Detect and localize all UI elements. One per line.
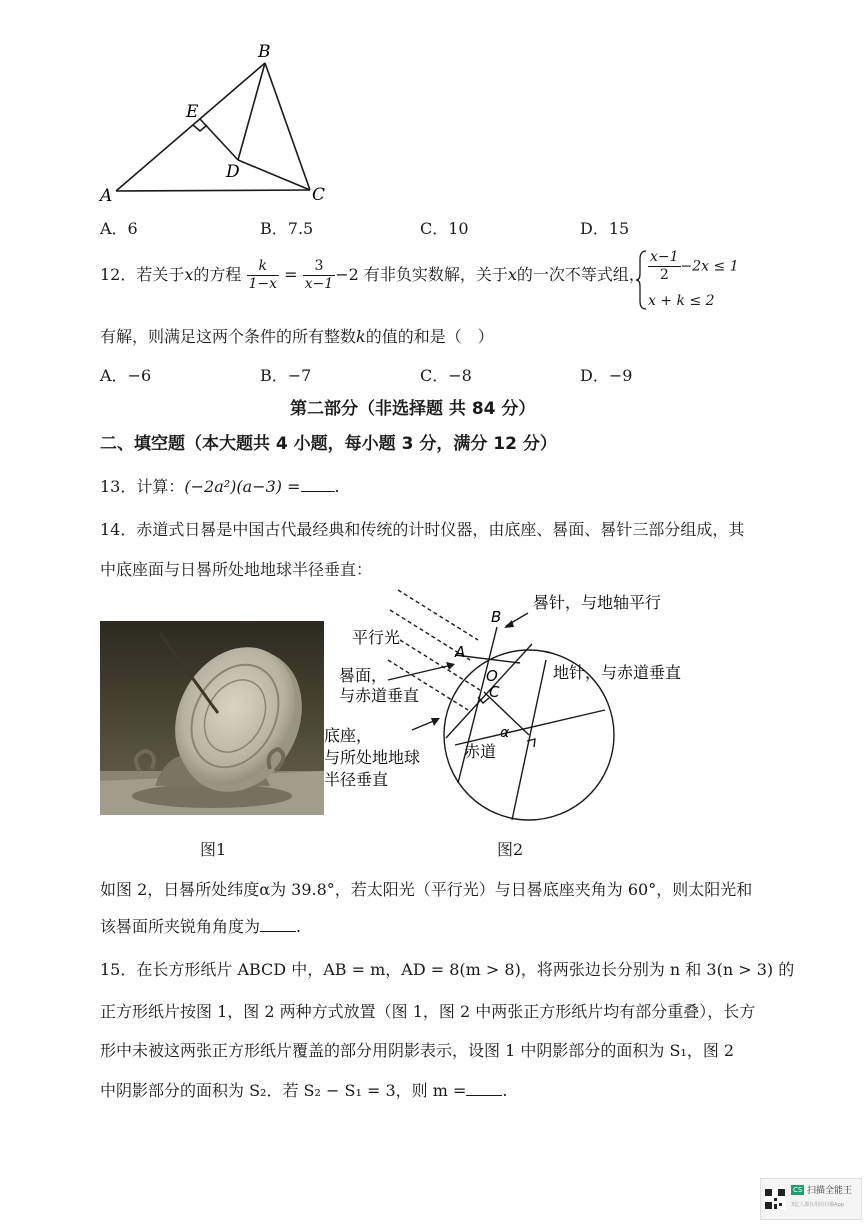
q14-text-line2: 该晷面所夹锐角角度为 . <box>100 917 302 936</box>
vertex-C-label: C <box>312 185 326 205</box>
figure2-diagram <box>320 585 730 825</box>
q11-option-c[interactable]: C．10 <box>420 219 469 238</box>
label-A: A <box>455 643 466 661</box>
caption-fig2: 图2 <box>497 840 524 859</box>
q12-mid2: 的一次不等式组， <box>516 265 645 284</box>
q12-line2: 有解，则满足这两个条件的所有整数k的值的和是（ ） <box>100 327 494 346</box>
q11-option-d[interactable]: D．15 <box>580 219 630 238</box>
triangle-figure <box>95 35 345 210</box>
label-dial-1: 晷面， <box>339 666 388 685</box>
sys-row1-num: x−1 <box>650 249 679 265</box>
label-parallel-light: 平行光 <box>352 628 401 647</box>
label-dial-2: 与赤道垂直 <box>339 686 420 705</box>
q12-option-c[interactable]: C．−8 <box>420 366 472 385</box>
label-earth-pin: 地针，与赤道垂直 <box>553 663 682 682</box>
q12-var-x: x <box>184 265 194 284</box>
section2-title: 二、填空题（本大题共 4 小题，每小题 3 分，满分 12 分） <box>100 434 557 454</box>
label-alpha: α <box>500 725 510 741</box>
label-equator: 赤道 <box>464 742 497 761</box>
q13-expr: (−2a²)(a−3) = <box>184 477 301 496</box>
qr-code-icon <box>764 1188 786 1210</box>
q12-fraction-2: $\frac{3}{x-1}$ <box>304 258 334 292</box>
vertex-D-label: D <box>226 162 240 182</box>
q15-line3: 形中未被这两张正方形纸片覆盖的部分用阴影表示，设图 1 中阴影部分的面积为 S₁，图 2 <box>100 1041 735 1060</box>
label-base-2: 与所处地地球 <box>324 748 421 767</box>
q12-option-b[interactable]: B．−7 <box>260 366 312 385</box>
q11-option-a[interactable]: A．6 <box>100 219 138 238</box>
sys-row1-den: 2 <box>659 267 669 283</box>
vertex-A-label: A <box>100 186 113 206</box>
q12-equals: = <box>284 265 298 284</box>
vertex-B-label: B <box>258 42 271 62</box>
sundial-photo <box>100 621 324 815</box>
caption-fig1: 图1 <box>200 840 227 859</box>
q12-var-x2: x <box>507 265 517 284</box>
q12-option-d[interactable]: D．−9 <box>580 366 633 385</box>
q14-line1: 14．赤道式日晷是中国古代最经典和传统的计时仪器，由底座、晷面、晷针三部分组成，其 <box>100 520 745 539</box>
label-base-3: 半径垂直 <box>324 770 389 789</box>
q12-fraction-1: $\frac{k}{1-x}$ <box>248 258 278 292</box>
q15-line4: 中阴影部分的面积为 S₂．若 S₂ − S₁ = 3，则 m = . <box>100 1081 508 1100</box>
label-B: B <box>491 608 502 626</box>
label-gnomon: 晷针，与地轴平行 <box>533 593 662 612</box>
part2-title: 第二部分（非选择题 共 84 分） <box>290 399 536 419</box>
q12-var-k: k <box>356 327 366 346</box>
vertex-E-label: E <box>186 102 199 122</box>
label-base-1: 底座， <box>324 726 373 745</box>
label-O: O <box>486 667 498 685</box>
q15-line1: 15．在长方形纸片 ABCD 中，AB = m，AD = 8(m > 8)，将两张边长分别为 n 和 3(n > 3) 的 <box>100 960 795 979</box>
q11-option-b[interactable]: B．7.5 <box>260 219 314 238</box>
label-C: C <box>489 683 500 701</box>
scanner-watermark <box>760 1178 862 1220</box>
q14-text-line1: 如图 2，日晷所处纬度α为 39.8°，若太阳光（平行光）与日晷底座夹角为 60°，则太阳光和 <box>100 880 753 899</box>
q12-option-a[interactable]: A．−6 <box>100 366 152 385</box>
q12-prefix: 12．若关于 <box>100 265 185 284</box>
q12-tail: −2 有非负实数解，关于 <box>335 265 508 284</box>
watermark-title: 扫描全能王 <box>807 1186 853 1196</box>
q13-label: 13．计算： <box>100 477 185 496</box>
sys-row2: x + k ≤ 2 <box>648 293 715 309</box>
q12-inequality-system <box>636 249 746 315</box>
q13: 13．计算：(−2a²)(a−3) = . <box>100 477 340 496</box>
cs-badge: CS <box>793 1186 803 1194</box>
q14-line2: 中底座面与日晷所处地地球半径垂直： <box>100 560 373 579</box>
q12-mid1: 的方程 <box>193 265 242 284</box>
brace-icon <box>636 249 648 311</box>
sys-row1-tail: −2x ≤ 1 <box>680 258 739 275</box>
watermark-subtitle: 3亿人都在用的扫描App <box>791 1202 844 1208</box>
q12-line1 <box>100 258 645 293</box>
q15-line2: 正方形纸片按图 1，图 2 两种方式放置（图 1，图 2 中两张正方形纸片均有部分重叠），长方 <box>100 1002 756 1021</box>
